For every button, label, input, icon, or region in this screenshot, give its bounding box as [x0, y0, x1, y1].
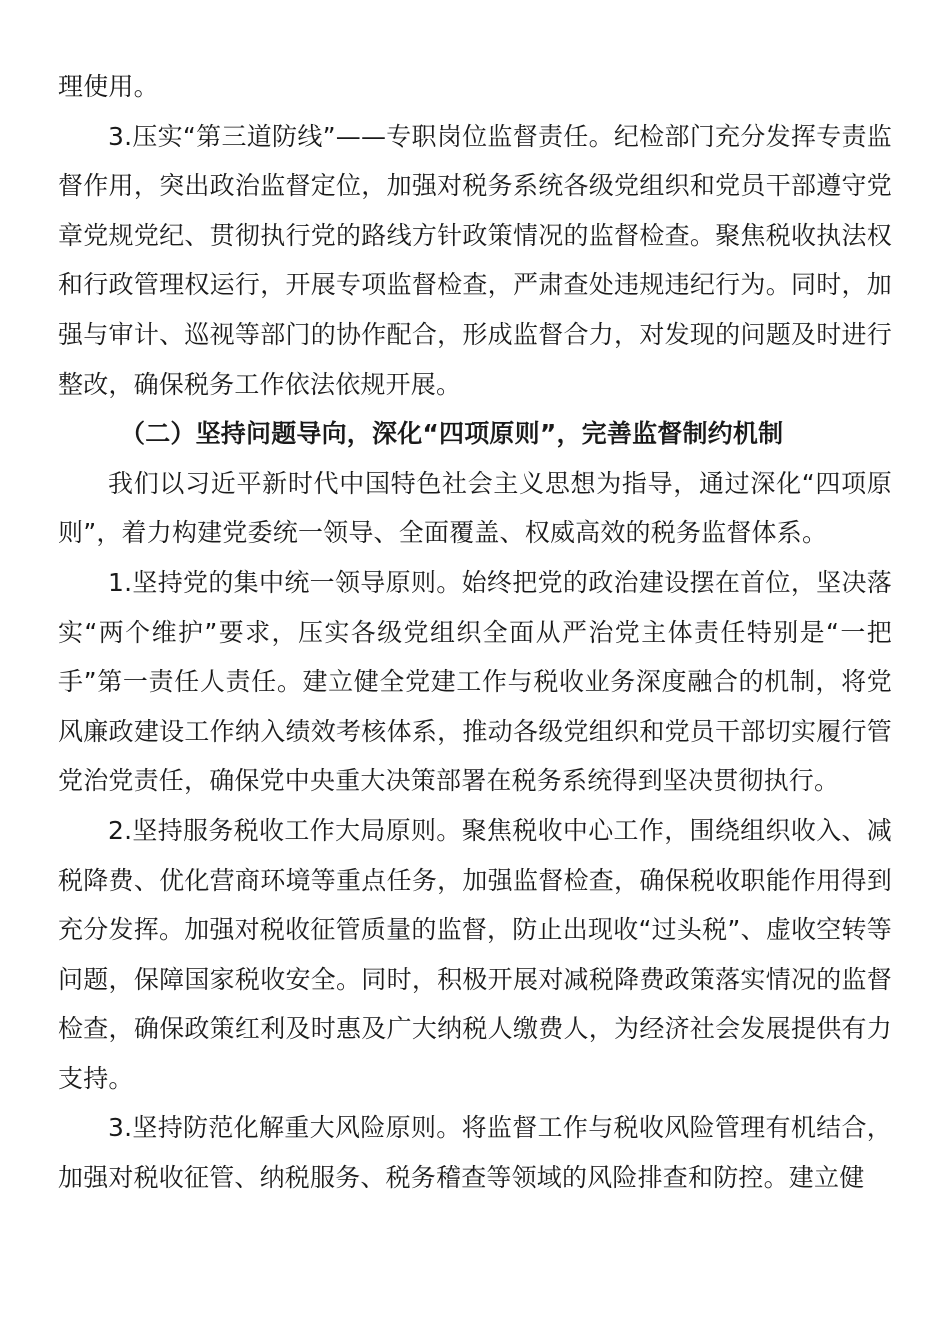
paragraph-four-principles-intro: 我们以习近平新时代中国特色社会主义思想为指导，通过深化“四项原则”，着力构建党委统一领导、全面覆盖、权威高效的税务监督体系。: [58, 468, 892, 548]
section-heading-two: （二）坚持问题导向，深化“四项原则”，完善监督制约机制: [120, 419, 784, 449]
paragraph-third-defense-line: 3.压实“第三道防线”——专职岗位监督责任。纪检部门充分发挥专责监督作用，突出政治监督定位，加强对税务系统各级党组织和党员干部遵守党章党规党纪、贯彻执行党的路线方针政策情况的监督检查。聚焦税收执法权和行政管理权运行，开展专项监督检查，严肃查处违规违纪行为。同时，加强与审计、巡视等部门的协作配合，形成监督合力，对发现的问题及时进行整改，确保税务工作依法依规开展。: [58, 121, 892, 399]
paragraph-principle-three: 3.坚持防范化解重大风险原则。将监督工作与税收风险管理有机结合，加强对税收征管、纳税服务、税务稽查等领域的风险排查和防控。建立健: [58, 1113, 892, 1193]
document-page: [58, 62, 892, 1203]
paragraph-principle-two: 2.坚持服务税收工作大局原则。聚焦税收中心工作，围绕组织收入、减税降费、优化营商环境等重点任务，加强监督检查，确保税收职能作用得到充分发挥。加强对税收征管质量的监督，防止出现收“过头税”、虚收空转等问题，保障国家税收安全。同时，积极开展对减税降费政策落实情况的监督检查，确保政策红利及时惠及广大纳税人缴费人，为经济社会发展提供有力支持。: [58, 815, 892, 1093]
paragraph-continuation: 理使用。: [58, 72, 159, 101]
paragraph-principle-one: 1.坚持党的集中统一领导原则。始终把党的政治建设摆在首位，坚决落实“两个维护”要求，压实各级党组织全面从严治党主体责任特别是“一把手”第一责任人责任。建立健全党建工作与税收业务深度融合的机制，将党风廉政建设工作纳入绩效考核体系，推动各级党组织和党员干部切实履行管党治党责任，确保党中央重大决策部署在税务系统得到坚决贯彻执行。: [58, 567, 892, 796]
